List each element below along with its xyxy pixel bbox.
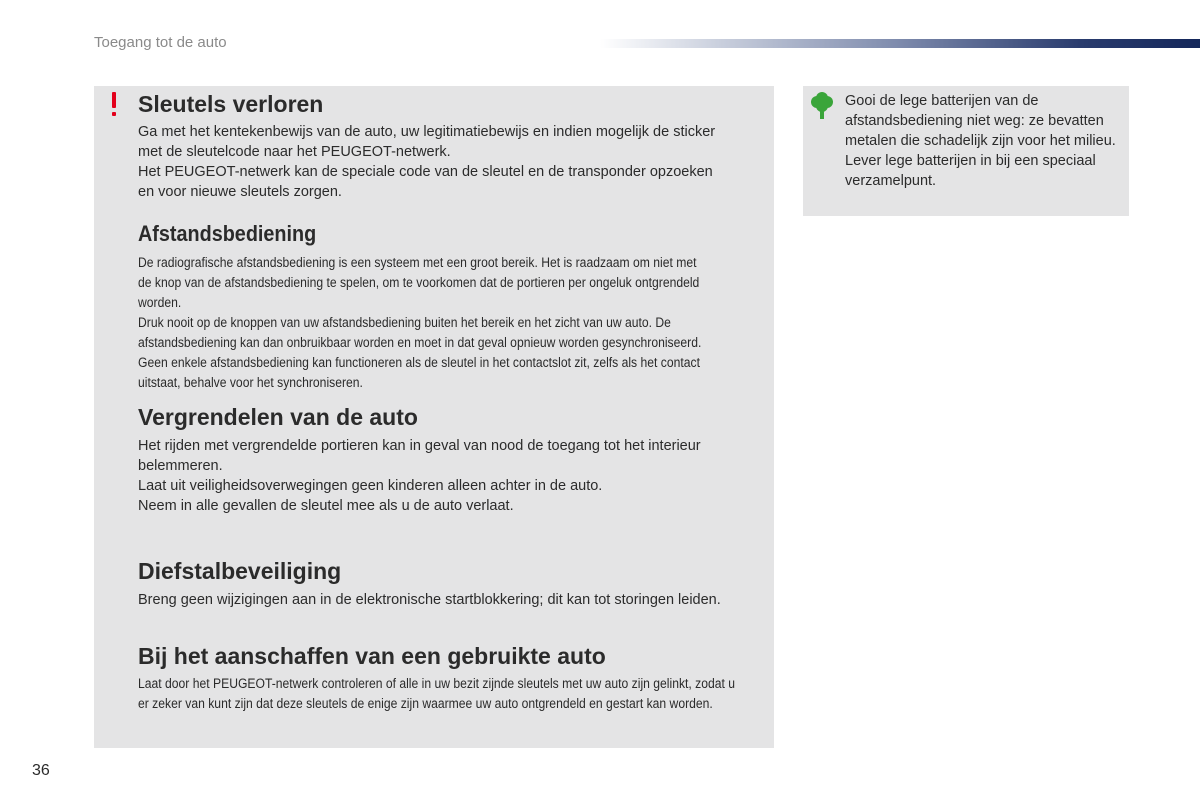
paragraph-line: Laat door het PEUGEOT-netwerk controleren of alle in uw bezit zijnde sleutels met uw auto zijn gelinkt, zodat u: [138, 676, 736, 691]
section-heading: Vergrendelen van de auto: [138, 404, 418, 430]
exclamation-icon: [108, 92, 120, 118]
section-antitheft: [138, 557, 768, 610]
paragraph-line: Neem in alle gevallen de sleutel mee als u de auto verlaat.: [138, 498, 514, 514]
tree-icon: [810, 92, 834, 120]
section-locking: [138, 403, 768, 516]
paragraph-line: uitstaat, behalve voor het synchroniseren.: [138, 375, 363, 390]
section-heading: Diefstalbeveiliging: [138, 558, 342, 584]
page-number: 36: [32, 762, 50, 779]
section-used-car: [138, 642, 768, 714]
section-remote-control: [138, 220, 768, 393]
section-heading: Afstandsbediening: [138, 221, 317, 246]
eco-note-text: [845, 91, 1125, 191]
section-heading: Sleutels verloren: [138, 91, 324, 117]
header-gradient-bar: [600, 39, 1200, 48]
note-line: Gooi de lege batterijen van de: [845, 93, 1039, 109]
paragraph-line: Breng geen wijzigingen aan in de elektronische startblokkering; dit kan tot storingen leiden.: [138, 592, 721, 608]
paragraph-line: en voor nieuwe sleutels zorgen.: [138, 184, 342, 200]
paragraph-line: Geen enkele afstandsbediening kan functioneren als de sleutel in het contactslot zit, zelfs als het contact: [138, 355, 700, 370]
paragraph-line: de knop van de afstandsbediening te spelen, om te voorkomen dat de portieren per ongeluk ontgrendeld: [138, 275, 700, 290]
section-lost-keys: [138, 90, 768, 202]
note-line: verzamelpunt.: [845, 173, 937, 189]
paragraph-line: Ga met het kentekenbewijs van de auto, uw legitimatiebewijs en indien mogelijk de sticker: [138, 124, 716, 140]
note-line: afstandsbediening niet weg: ze bevatten: [845, 113, 1104, 129]
section-heading: Bij het aanschaffen van een gebruikte auto: [138, 643, 606, 669]
paragraph-line: met de sleutelcode naar het PEUGEOT-netwerk.: [138, 144, 451, 160]
note-line: Lever lege batterijen in bij een speciaal: [845, 153, 1096, 169]
paragraph-line: er zeker van kunt zijn dat deze sleutels de enige zijn waarmee uw auto ontgrendeld en gestart kan worden.: [138, 696, 713, 711]
note-line: metalen die schadelijk zijn voor het milieu.: [845, 133, 1116, 149]
paragraph-line: belemmeren.: [138, 458, 223, 474]
paragraph-line: Laat uit veiligheidsoverwegingen geen kinderen alleen achter in de auto.: [138, 478, 603, 494]
paragraph-line: Het PEUGEOT-netwerk kan de speciale code van de sleutel en de transponder opzoeken: [138, 164, 713, 180]
paragraph-line: worden.: [138, 295, 182, 310]
running-header: Toegang tot de auto: [94, 34, 227, 51]
paragraph-line: Druk nooit op de knoppen van uw afstandsbediening buiten het bereik en het zicht van uw auto. De: [138, 315, 671, 330]
paragraph-line: Het rijden met vergrendelde portieren kan in geval van nood de toegang tot het interieur: [138, 438, 701, 454]
paragraph-line: De radiografische afstandsbediening is een systeem met een groot bereik. Het is raadzaam om niet met: [138, 255, 697, 270]
paragraph-line: afstandsbediening kan dan onbruikbaar worden en moet in dat geval opnieuw worden gesynchroniseerd.: [138, 335, 702, 350]
